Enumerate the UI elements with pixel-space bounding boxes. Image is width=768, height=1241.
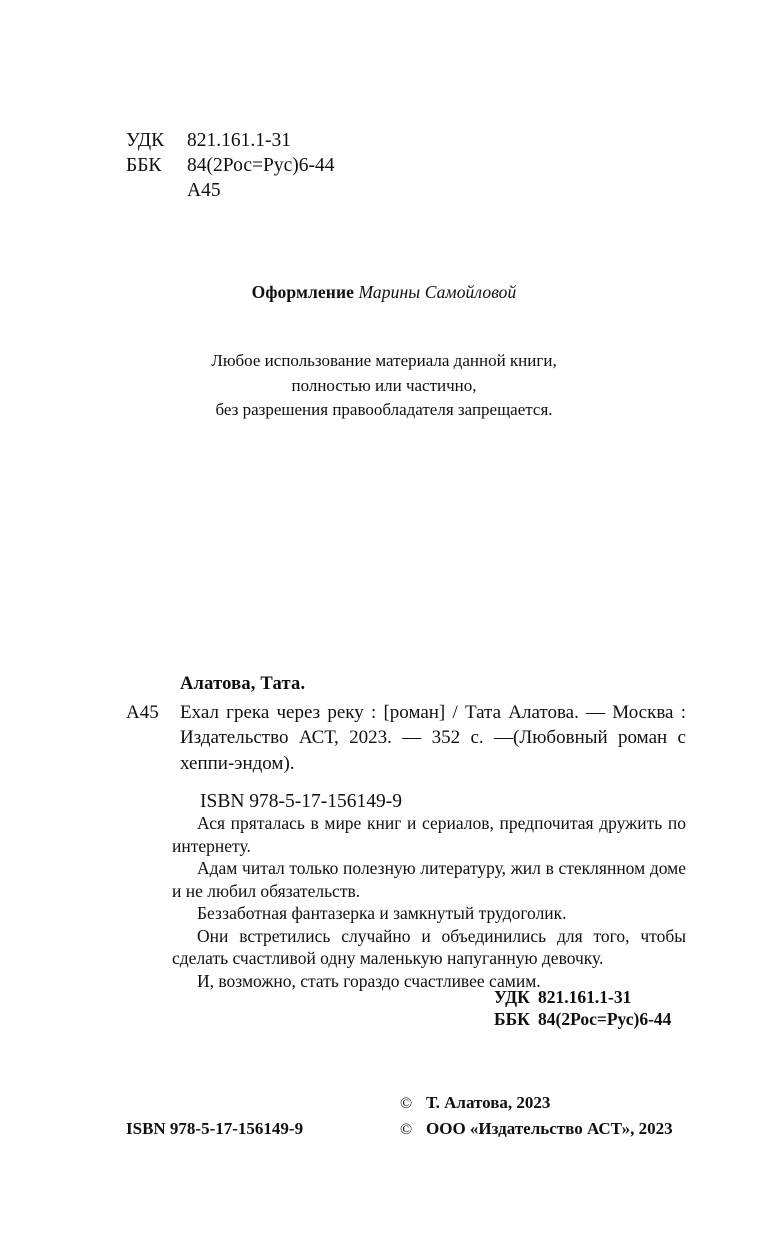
designer-name: Марины Самойловой (358, 282, 517, 302)
annotation-paragraph: Они встретились случайно и объединились для того, чтобы сделать счастливой одну маленькую напуганную девочку. (172, 925, 686, 968)
classification-row-udk (126, 128, 334, 153)
disclaimer-line-3: без разрешения правообладателя запрещается. (215, 400, 553, 419)
classification-row-author-sign (126, 178, 334, 203)
copyright-icon: © (400, 1095, 413, 1112)
footer-isbn: ISBN 978-5-17-156149-9 (126, 1119, 304, 1138)
cip-description: Ехал грека через реку : [роман] / Тата Алатова. — Москва : Издательство АСТ, 2023. — 352 с. —(Любовный роман с хеппи-эндом). (180, 701, 686, 774)
copyright-line-publisher (400, 1116, 686, 1142)
copyright-publisher-text: ООО «Издательство АСТ», 2023 (426, 1119, 673, 1138)
author-sign-value: А45 (187, 180, 221, 201)
copyright-icon: © (400, 1121, 413, 1138)
copyright-line-author (400, 1090, 686, 1116)
bbk-label-bottom: ББК (494, 1009, 530, 1029)
classification-row-bbk-bottom (494, 1008, 671, 1030)
annotation-paragraph: Ася пряталась в мире книг и сериалов, предпочитая дружить по интернету. (172, 813, 686, 856)
disclaimer-line-2: полностью или частично, (291, 375, 477, 395)
designer-credit (0, 282, 768, 303)
cip-block (126, 672, 686, 815)
classification-row-bbk (126, 153, 334, 178)
footer-row-author (126, 1090, 686, 1116)
udk-value: 821.161.1-31 (187, 130, 291, 151)
classification-block-top (126, 128, 334, 203)
udk-label-bottom: УДК (494, 987, 530, 1007)
disclaimer-line-1: Любое использование материала данной книги, (211, 351, 557, 370)
classification-row-udk-bottom (494, 986, 671, 1008)
bbk-label: ББК (126, 155, 162, 176)
usage-disclaimer (0, 349, 768, 423)
cip-isbn: ISBN 978-5-17-156149-9 (200, 791, 403, 812)
annotation-block (172, 812, 686, 992)
footer-block (126, 1090, 686, 1142)
annotation-paragraph: И, возможно, стать гораздо счастливее самим. (197, 970, 541, 991)
copyright-author-text: Т. Алатова, 2023 (426, 1093, 551, 1112)
cip-author-sign: А45 (126, 701, 159, 723)
footer-row-publisher (126, 1116, 686, 1142)
bbk-value: 84(2Рос=Рус)6-44 (187, 155, 335, 176)
cip-author-heading: Алатова, Тата. (180, 674, 306, 694)
annotation-paragraph: Беззаботная фантазерка и замкнутый трудоголик. (197, 903, 567, 923)
designer-credit-prefix: Оформление (251, 282, 359, 302)
cip-body (126, 700, 686, 777)
udk-value-bottom: 821.161.1-31 (538, 987, 632, 1007)
bbk-value-bottom: 84(2Рос=Рус)6-44 (538, 1009, 672, 1029)
classification-block-bottom (494, 986, 671, 1030)
annotation-paragraph: Адам читал только полезную литературу, жил в стеклянном доме и не любил обязательств. (172, 858, 686, 901)
udk-label: УДК (126, 130, 165, 151)
